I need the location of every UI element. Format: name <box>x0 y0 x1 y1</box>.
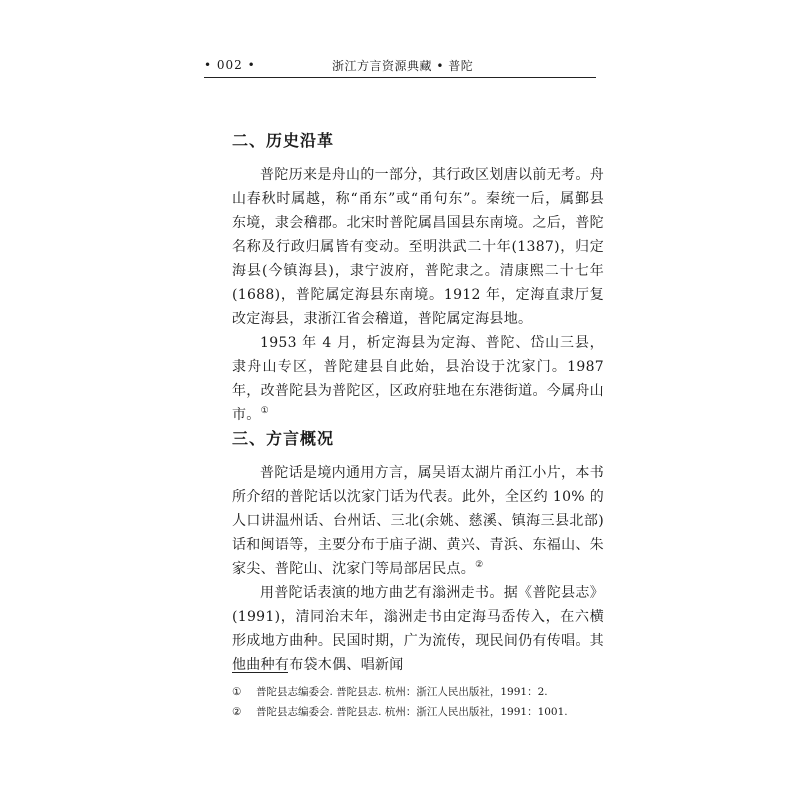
paragraph-text: 普陀历来是舟山的一部分，其行政区划唐以前无考。舟山春秋时属越，称“甬东”或“甬句东”。秦统一后，属鄞县东境，隶会稽郡。北宋时普陀属昌国县东南境。之后，普陀名称及行政归属皆有变动。至明洪武二十年(1387)，归定海县(今镇海县)，隶宁波府，普陀隶之。清康熙二十七年(1688)，普陀属定海县东南境。1912 年，定海直隶厅复改定海县，隶浙江省会稽道，普陀属定海县地。 <box>232 167 604 327</box>
footnote <box>232 682 592 702</box>
section-dialect-overview <box>232 426 604 677</box>
footnote <box>232 702 592 722</box>
footnote-text: 普陀县志编委会. 普陀县志. 杭州：浙江人民出版社，1991：2. <box>256 686 548 698</box>
section-heading: 三、方言概况 <box>232 429 335 448</box>
paragraph-text: 用普陀话表演的地方曲艺有滃洲走书。据《普陀县志》(1991)，清同治末年，滃洲走书由定海马岙传入，在六横形成地方曲种。民国时期，广为流传，现民间仍有传唱。其他曲种有布袋木偶、唱新闻 <box>232 585 604 673</box>
paragraph <box>232 163 604 331</box>
footnote-rule <box>232 672 288 673</box>
footnotes <box>232 682 592 722</box>
running-head <box>204 56 596 76</box>
footnote-ref: ② <box>475 560 484 570</box>
paragraph-text: 1953 年 4 月，析定海县为定海、普陀、岱山三县，隶舟山专区，普陀建县自此始，县治设于沈家门。1987 年，改普陀县为普陀区，区政府驻地在东港街道。今属舟山市。 <box>232 335 604 423</box>
footnote-mark: ① <box>232 686 242 698</box>
paragraph <box>232 581 604 677</box>
paragraph-text: 普陀话是境内通用方言，属吴语太湖片甬江小片，本书所介绍的普陀话以沈家门话为代表。此外，全区约 10% 的人口讲温州话、台州话、三北(余姚、慈溪、镇海三县北部)话和闽语等，主要分布于庙子湖、黄兴、青浜、东福山、朱家尖、普陀山、沈家门等局部居民点。 <box>232 465 604 577</box>
footnote-mark: ② <box>232 706 242 718</box>
footnote-ref: ① <box>260 406 269 416</box>
section-history <box>232 128 604 427</box>
page-number: • 002 • <box>204 58 256 72</box>
header-rule <box>204 77 596 78</box>
footnote-text: 普陀县志编委会. 普陀县志. 杭州：浙江人民出版社，1991：1001. <box>256 706 568 718</box>
section-heading: 二、历史沿革 <box>232 131 335 150</box>
book-title: 浙江方言资源典藏 • 普陀 <box>332 59 474 73</box>
paragraph <box>232 461 604 581</box>
paragraph <box>232 331 604 427</box>
